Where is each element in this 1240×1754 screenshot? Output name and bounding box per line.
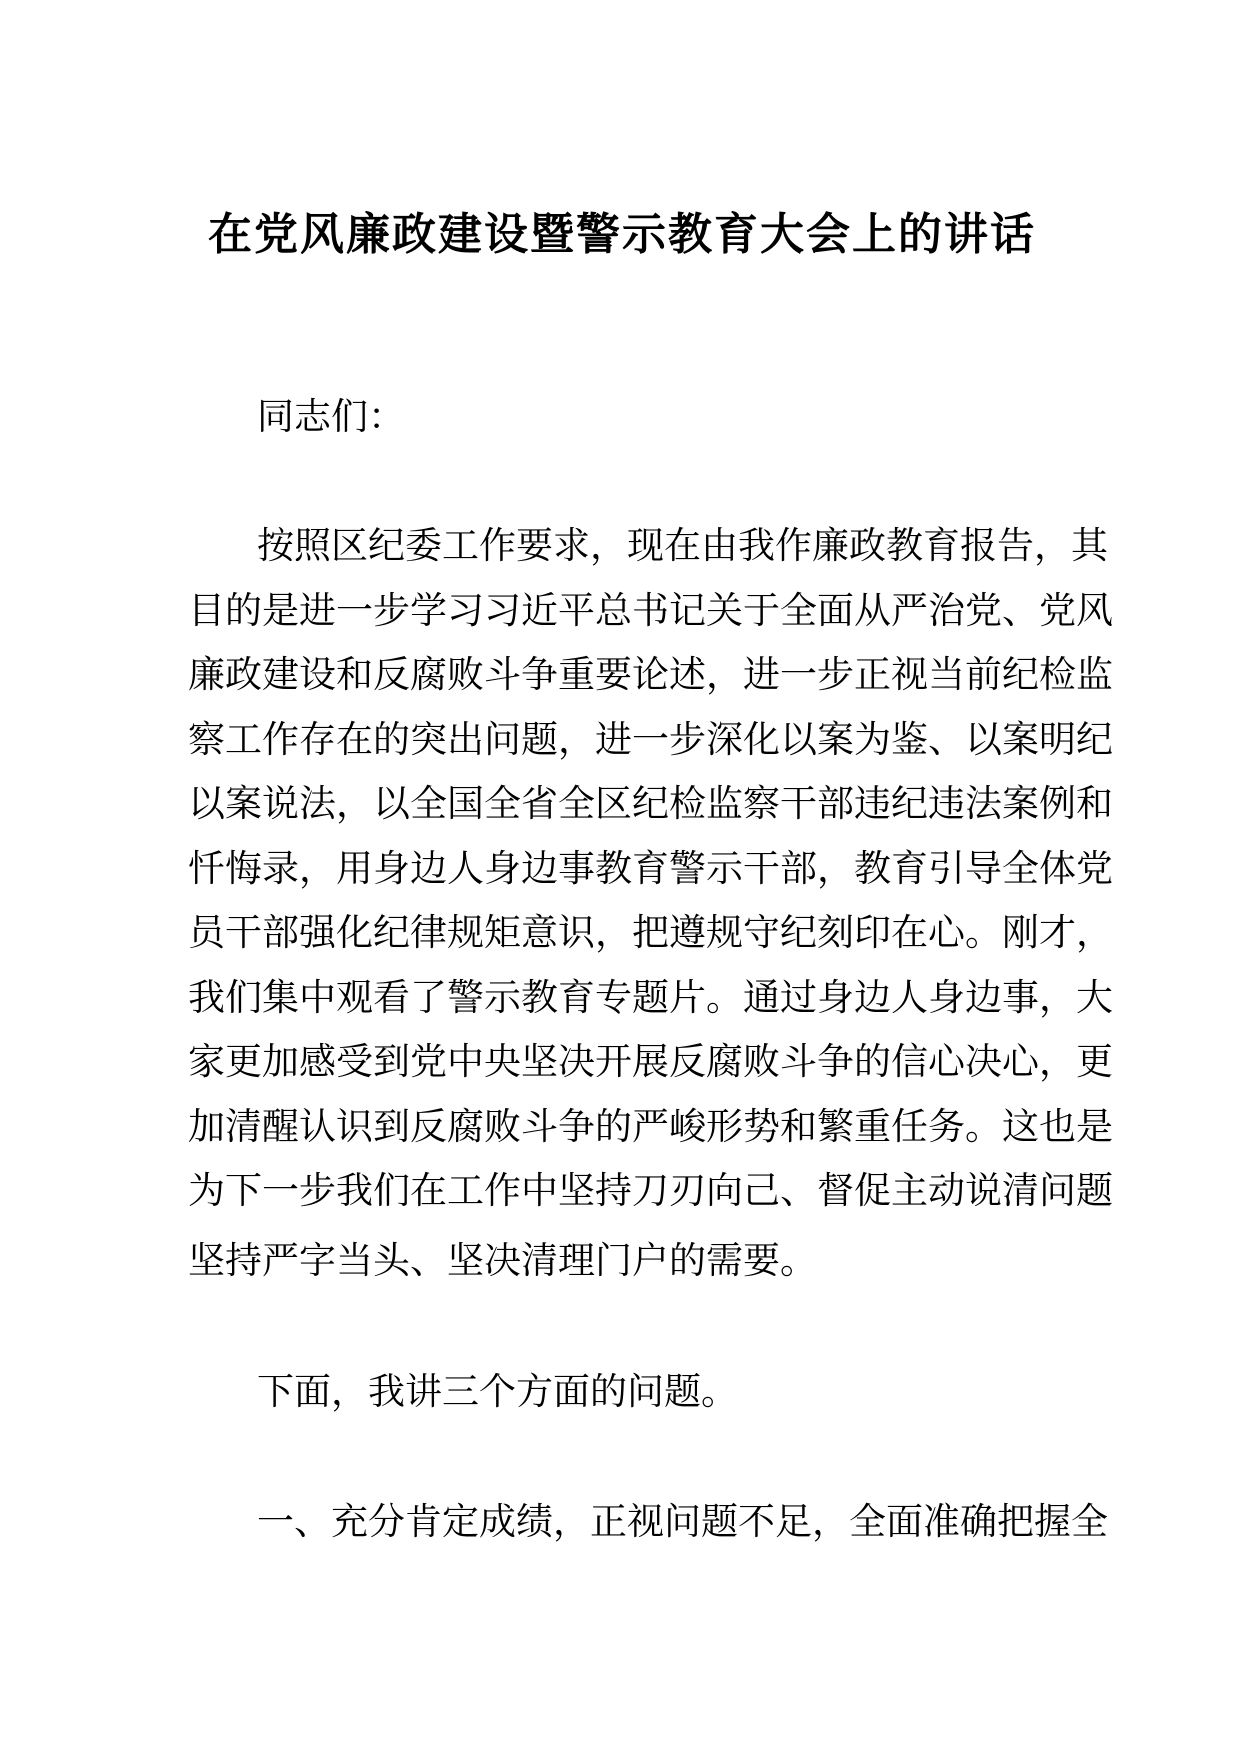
paragraph-line: 家更加感受到党中央坚决开展反腐败斗争的信心决心，更: [188, 1041, 1113, 1082]
paragraph-line: 为下一步我们在工作中坚持刀刃向己、督促主动说清问题: [188, 1170, 1113, 1211]
paragraph-line: 坚持严字当头、坚决清理门户的需要。: [188, 1240, 817, 1281]
paragraph-line: 目的是进一步学习习近平总书记关于全面从严治党、党风: [188, 590, 1113, 631]
salutation: 同志们：: [257, 396, 405, 437]
section-heading-1: 一、充分肯定成绩，正视问题不足，全面准确把握全: [257, 1501, 1108, 1542]
document-title: 在党风廉政建设暨警示教育大会上的讲话: [208, 210, 1034, 259]
paragraph-transition: 下面，我讲三个方面的问题。: [257, 1371, 738, 1412]
paragraph-line: 忏悔录，用身边人身边事教育警示干部，教育引导全体党: [188, 848, 1113, 889]
paragraph-line: 加清醒认识到反腐败斗争的严峻形势和繁重任务。这也是: [188, 1106, 1113, 1147]
paragraph-line: 察工作存在的突出问题，进一步深化以案为鉴、以案明纪: [188, 719, 1113, 760]
paragraph-line: 我们集中观看了警示教育专题片。通过身边人身边事，大: [188, 977, 1113, 1018]
paragraph-line: 按照区纪委工作要求，现在由我作廉政教育报告，其: [257, 525, 1108, 566]
paragraph-line: 以案说法，以全国全省全区纪检监察干部违纪违法案例和: [188, 783, 1113, 824]
paragraph-line: 廉政建设和反腐败斗争重要论述，进一步正视当前纪检监: [188, 654, 1113, 695]
paragraph-line: 员干部强化纪律规矩意识，把遵规守纪刻印在心。刚才，: [188, 912, 1113, 953]
